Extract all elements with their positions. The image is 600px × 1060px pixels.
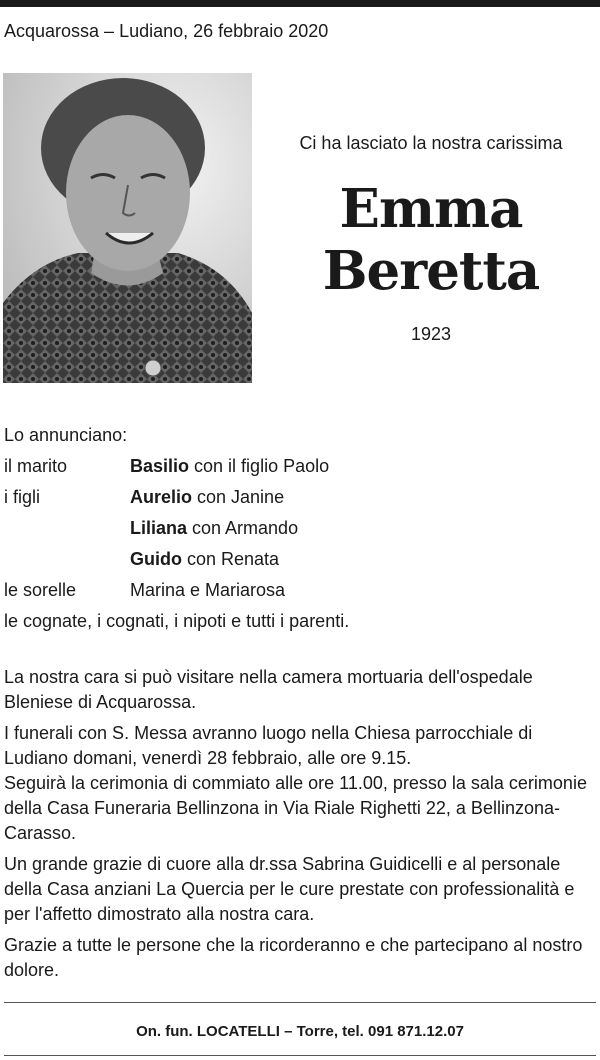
top-rule: [0, 0, 600, 7]
relative-detail: con Armando: [187, 518, 299, 538]
relative-name: Aurelio: [130, 487, 193, 507]
deceased-first-name: Emma: [339, 178, 523, 240]
footer-rule: [4, 1055, 596, 1056]
relative-detail: con Janine: [192, 487, 285, 507]
ceremony-paragraph: Seguirà la cerimonia di commiato alle ore 11.00, presso la sala cerimonie della Casa Funeraria Bellinzona in Via Riale Righetti 22, a Bellinzona-Carasso.: [4, 773, 587, 843]
notice-body: [4, 665, 594, 989]
announcement-closing: le cognate, i cognati, i nipoti e tutti i parenti.: [4, 611, 350, 631]
closing-paragraph: Grazie a tutte le persone che la ricorderanno e che partecipano al nostro dolore.: [4, 935, 583, 980]
relation-label: le sorelle: [4, 580, 77, 600]
birth-year: 1923: [410, 324, 452, 344]
dateline: Acquarossa – Ludiano, 26 febbraio 2020: [4, 21, 329, 41]
relative-detail: Marina e Mariarosa: [130, 580, 286, 600]
relation-label: il marito: [4, 456, 68, 476]
relative-name: Guido: [130, 549, 182, 569]
announcement-heading: Lo annunciano:: [4, 425, 128, 445]
intro-line: Ci ha lasciato la nostra carissima: [299, 133, 563, 153]
funeral-paragraph: I funerali con S. Messa avranno luogo nella Chiesa parrocchiale di Ludiano domani, venerdì 28 febbraio, alle ore 9.15.: [4, 723, 533, 768]
funeral-home-contact: On. fun. LOCATELLI – Torre, tel. 091 871.12.07: [136, 1023, 464, 1040]
relative-name: Basilio: [130, 456, 190, 476]
relative-detail: con Renata: [182, 549, 280, 569]
relative-name: Liliana: [130, 518, 188, 538]
bottom-rule: [4, 1002, 596, 1003]
viewing-paragraph: La nostra cara si può visitare nella camera mortuaria dell'ospedale Bleniese di Acquarossa.: [4, 667, 533, 712]
deceased-last-name: Beretta: [322, 240, 540, 302]
thanks-paragraph: Un grande grazie di cuore alla dr.ssa Sabrina Guidicelli e al personale della Casa anziani La Quercia per le cure prestate con professionalità e per l'affetto dimostrato alla nostra cara.: [4, 854, 575, 924]
relative-detail: con il figlio Paolo: [189, 456, 330, 476]
relation-label: i figli: [4, 487, 41, 507]
portrait-photo: [3, 73, 252, 383]
